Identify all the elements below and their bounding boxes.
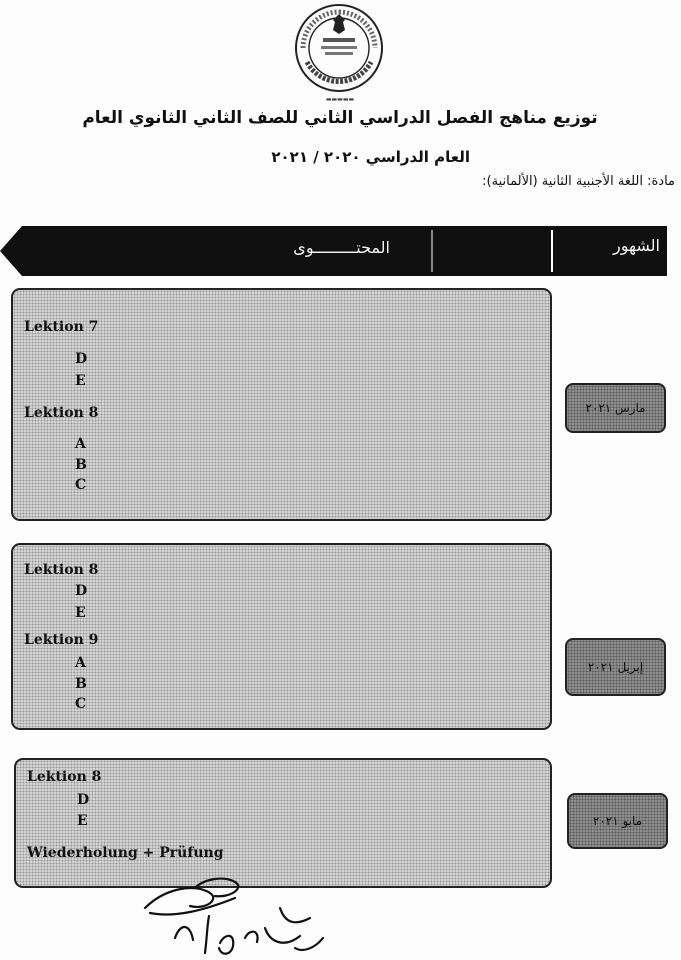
lesson-part: E	[75, 605, 86, 621]
lesson-heading: Lektion 7	[24, 319, 99, 335]
month-label-march: مارس ٢٠٢١	[565, 383, 666, 433]
lesson-part: C	[75, 696, 87, 712]
academic-year: العام الدراسي ٢٠٢٠ / ٢٠٢١	[271, 148, 470, 166]
lesson-part: E	[75, 373, 86, 389]
lesson-heading: Lektion 8	[27, 769, 102, 785]
review-exam-label: Wiederholung + Prüfung	[27, 845, 224, 861]
document-title: توزيع مناهج الفصل الدراسي الثاني للصف الثاني الثانوي العام	[82, 108, 598, 128]
lesson-part: B	[75, 457, 87, 473]
months-column-header: الشهور	[613, 236, 660, 255]
ministry-seal-logo	[293, 2, 385, 94]
month-label-april: إبريل ٢٠٢١	[565, 638, 666, 696]
seal-caption: ▬▬▬▬▬	[325, 96, 355, 103]
lesson-part: A	[75, 436, 86, 452]
lesson-heading: Lektion 8	[24, 562, 99, 578]
lesson-part: D	[77, 792, 90, 808]
month-label-may: مايو ٢٠٢١	[567, 793, 668, 849]
lesson-part: C	[75, 477, 87, 493]
lesson-part: E	[77, 813, 88, 829]
lesson-part: D	[75, 583, 88, 599]
lesson-part: D	[75, 351, 88, 367]
lesson-part: A	[75, 655, 86, 671]
lesson-part: B	[75, 676, 87, 692]
lesson-heading: Lektion 8	[24, 405, 99, 421]
handwritten-signature	[135, 868, 335, 960]
lesson-heading: Lektion 9	[24, 632, 99, 648]
content-column-header: المحتـــــــــوى	[293, 238, 390, 257]
subject-label: مادة: اللغة الأجنبية الثانية (الألمانية):	[482, 174, 675, 189]
